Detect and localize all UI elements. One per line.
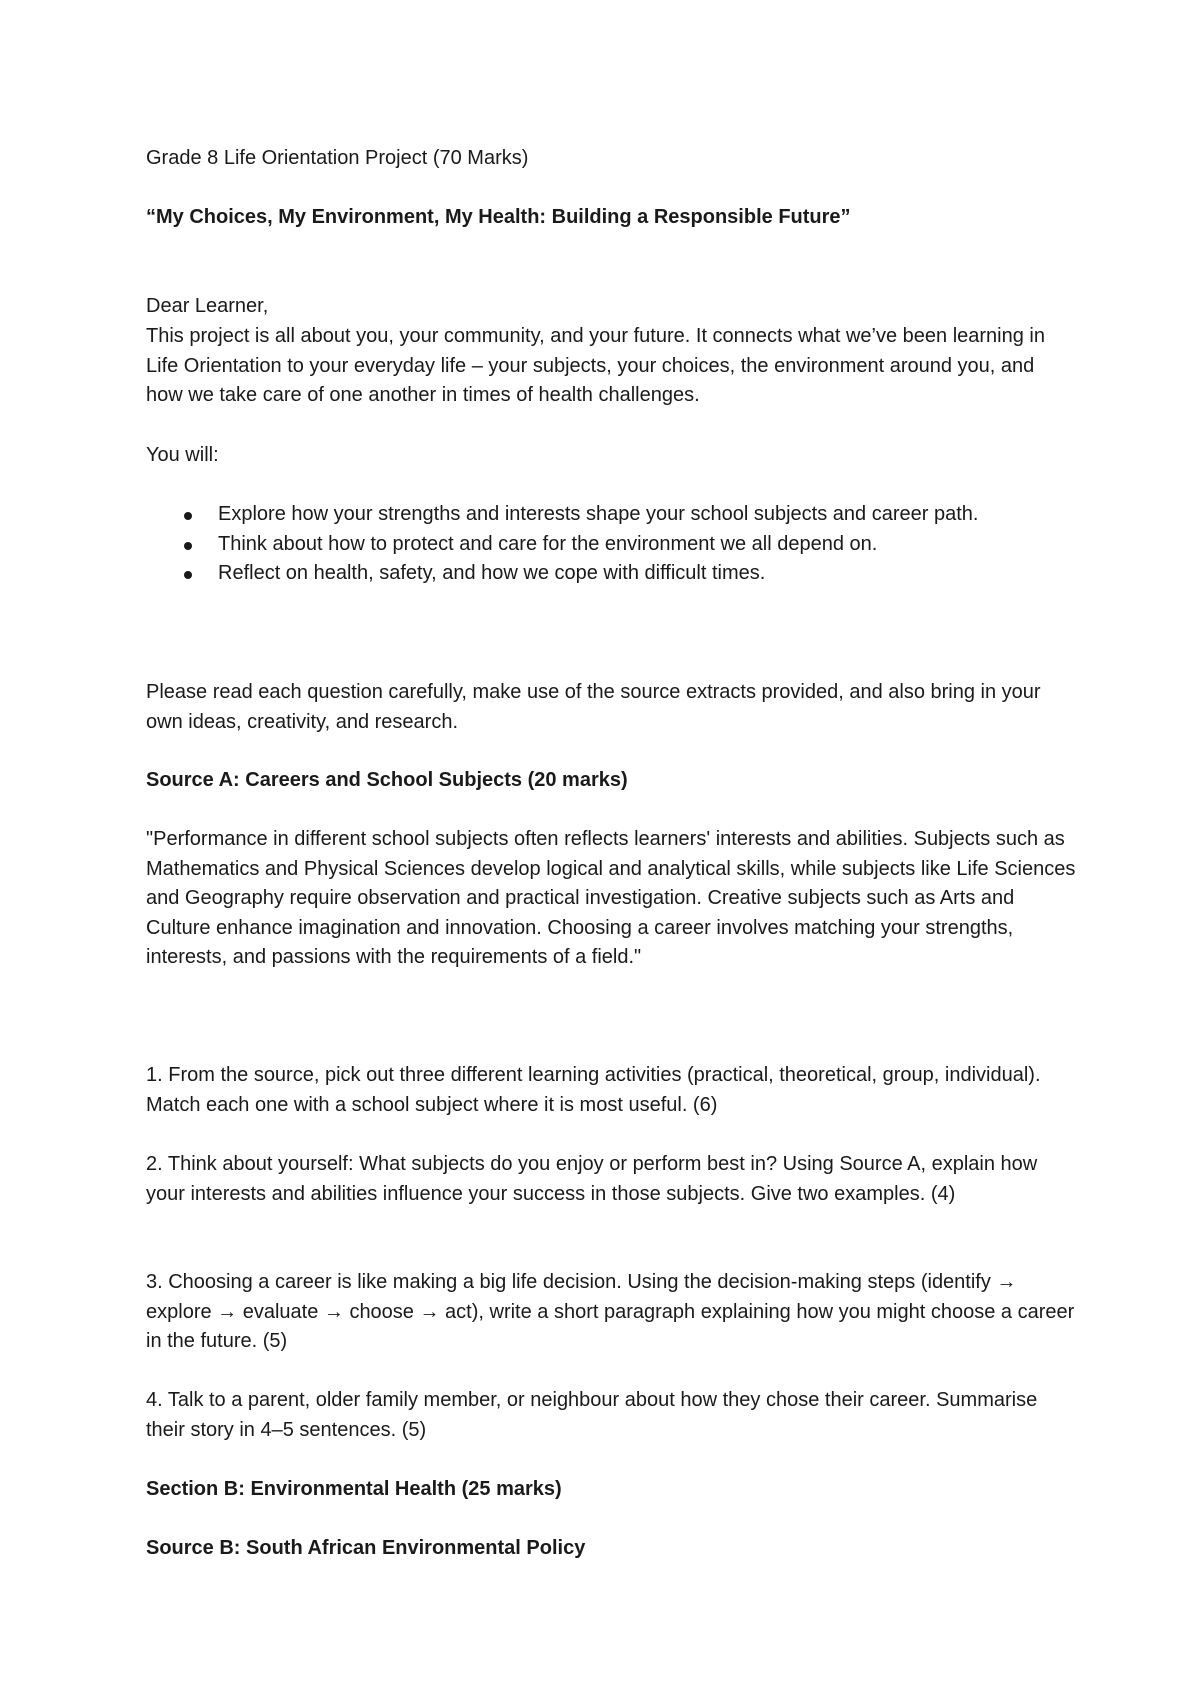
document-heading: Grade 8 Life Orientation Project (70 Marks) <box>146 147 529 169</box>
source-b-heading: Source B: South African Environmental Policy <box>146 1537 586 1559</box>
bullet-icon <box>184 571 192 579</box>
objective-text: Explore how your strengths and interests shape your school subjects and career path. <box>218 503 979 525</box>
question-1: 1. From the source, pick out three different learning activities (practical, theoretical, group, individual). Match each one with a school subject where it is most useful. (6) <box>146 1064 1041 1116</box>
section-b-heading: Section B: Environmental Health (25 marks) <box>146 1478 562 1500</box>
question-3: 3. Choosing a career is like making a big life decision. Using the decision-making steps (identify → explore → evaluate → choose → act), write a short paragraph explaining how you might choose a career in the future. (5) <box>146 1271 1075 1352</box>
list-item <box>146 500 1076 530</box>
question-4: 4. Talk to a parent, older family member, or neighbour about how they chose their career. Summarise their story in 4–5 sentences. (5) <box>146 1389 1038 1441</box>
intro-paragraph: This project is all about you, your community, and your future. It connects what we’ve been learning in Life Orientation to your everyday life – your subjects, your choices, the environment around you, and how we take care of one another in times of health challenges. <box>146 325 1045 406</box>
bullet-icon <box>184 542 192 550</box>
instructions-paragraph: Please read each question carefully, make use of the source extracts provided, and also bring in your own ideas, creativity, and research. <box>146 681 1041 733</box>
source-a-quote: "Performance in different school subjects often reflects learners' interests and abilities. Subjects such as Mathematics and Physical Sciences develop logical and analytical skills, while subjects like Life Sciences and Geography require observation and practical investigation. Creative subjects such as Arts and Culture enhance imagination and innovation. Choosing a career involves matching your strengths, interests, and passions with the requirements of a field." <box>146 828 1076 968</box>
you-will-label: You will: <box>146 444 219 466</box>
objective-text: Think about how to protect and care for the environment we all depend on. <box>218 532 878 555</box>
objective-text: Reflect on health, safety, and how we cope with difficult times. <box>218 562 766 584</box>
objectives-list <box>146 500 1076 589</box>
bullet-icon <box>184 512 192 520</box>
source-a-heading: Source A: Careers and School Subjects (20 marks) <box>146 769 628 791</box>
question-2: 2. Think about yourself: What subjects do you enjoy or perform best in? Using Source A, explain how your interests and abilities influence your success in those subjects. Give two examples. (4) <box>146 1153 1038 1205</box>
greeting: Dear Learner, <box>146 295 269 317</box>
list-item <box>146 559 1076 589</box>
project-title: “My Choices, My Environment, My Health: Building a Responsible Future” <box>146 206 851 228</box>
list-item <box>146 530 1076 560</box>
